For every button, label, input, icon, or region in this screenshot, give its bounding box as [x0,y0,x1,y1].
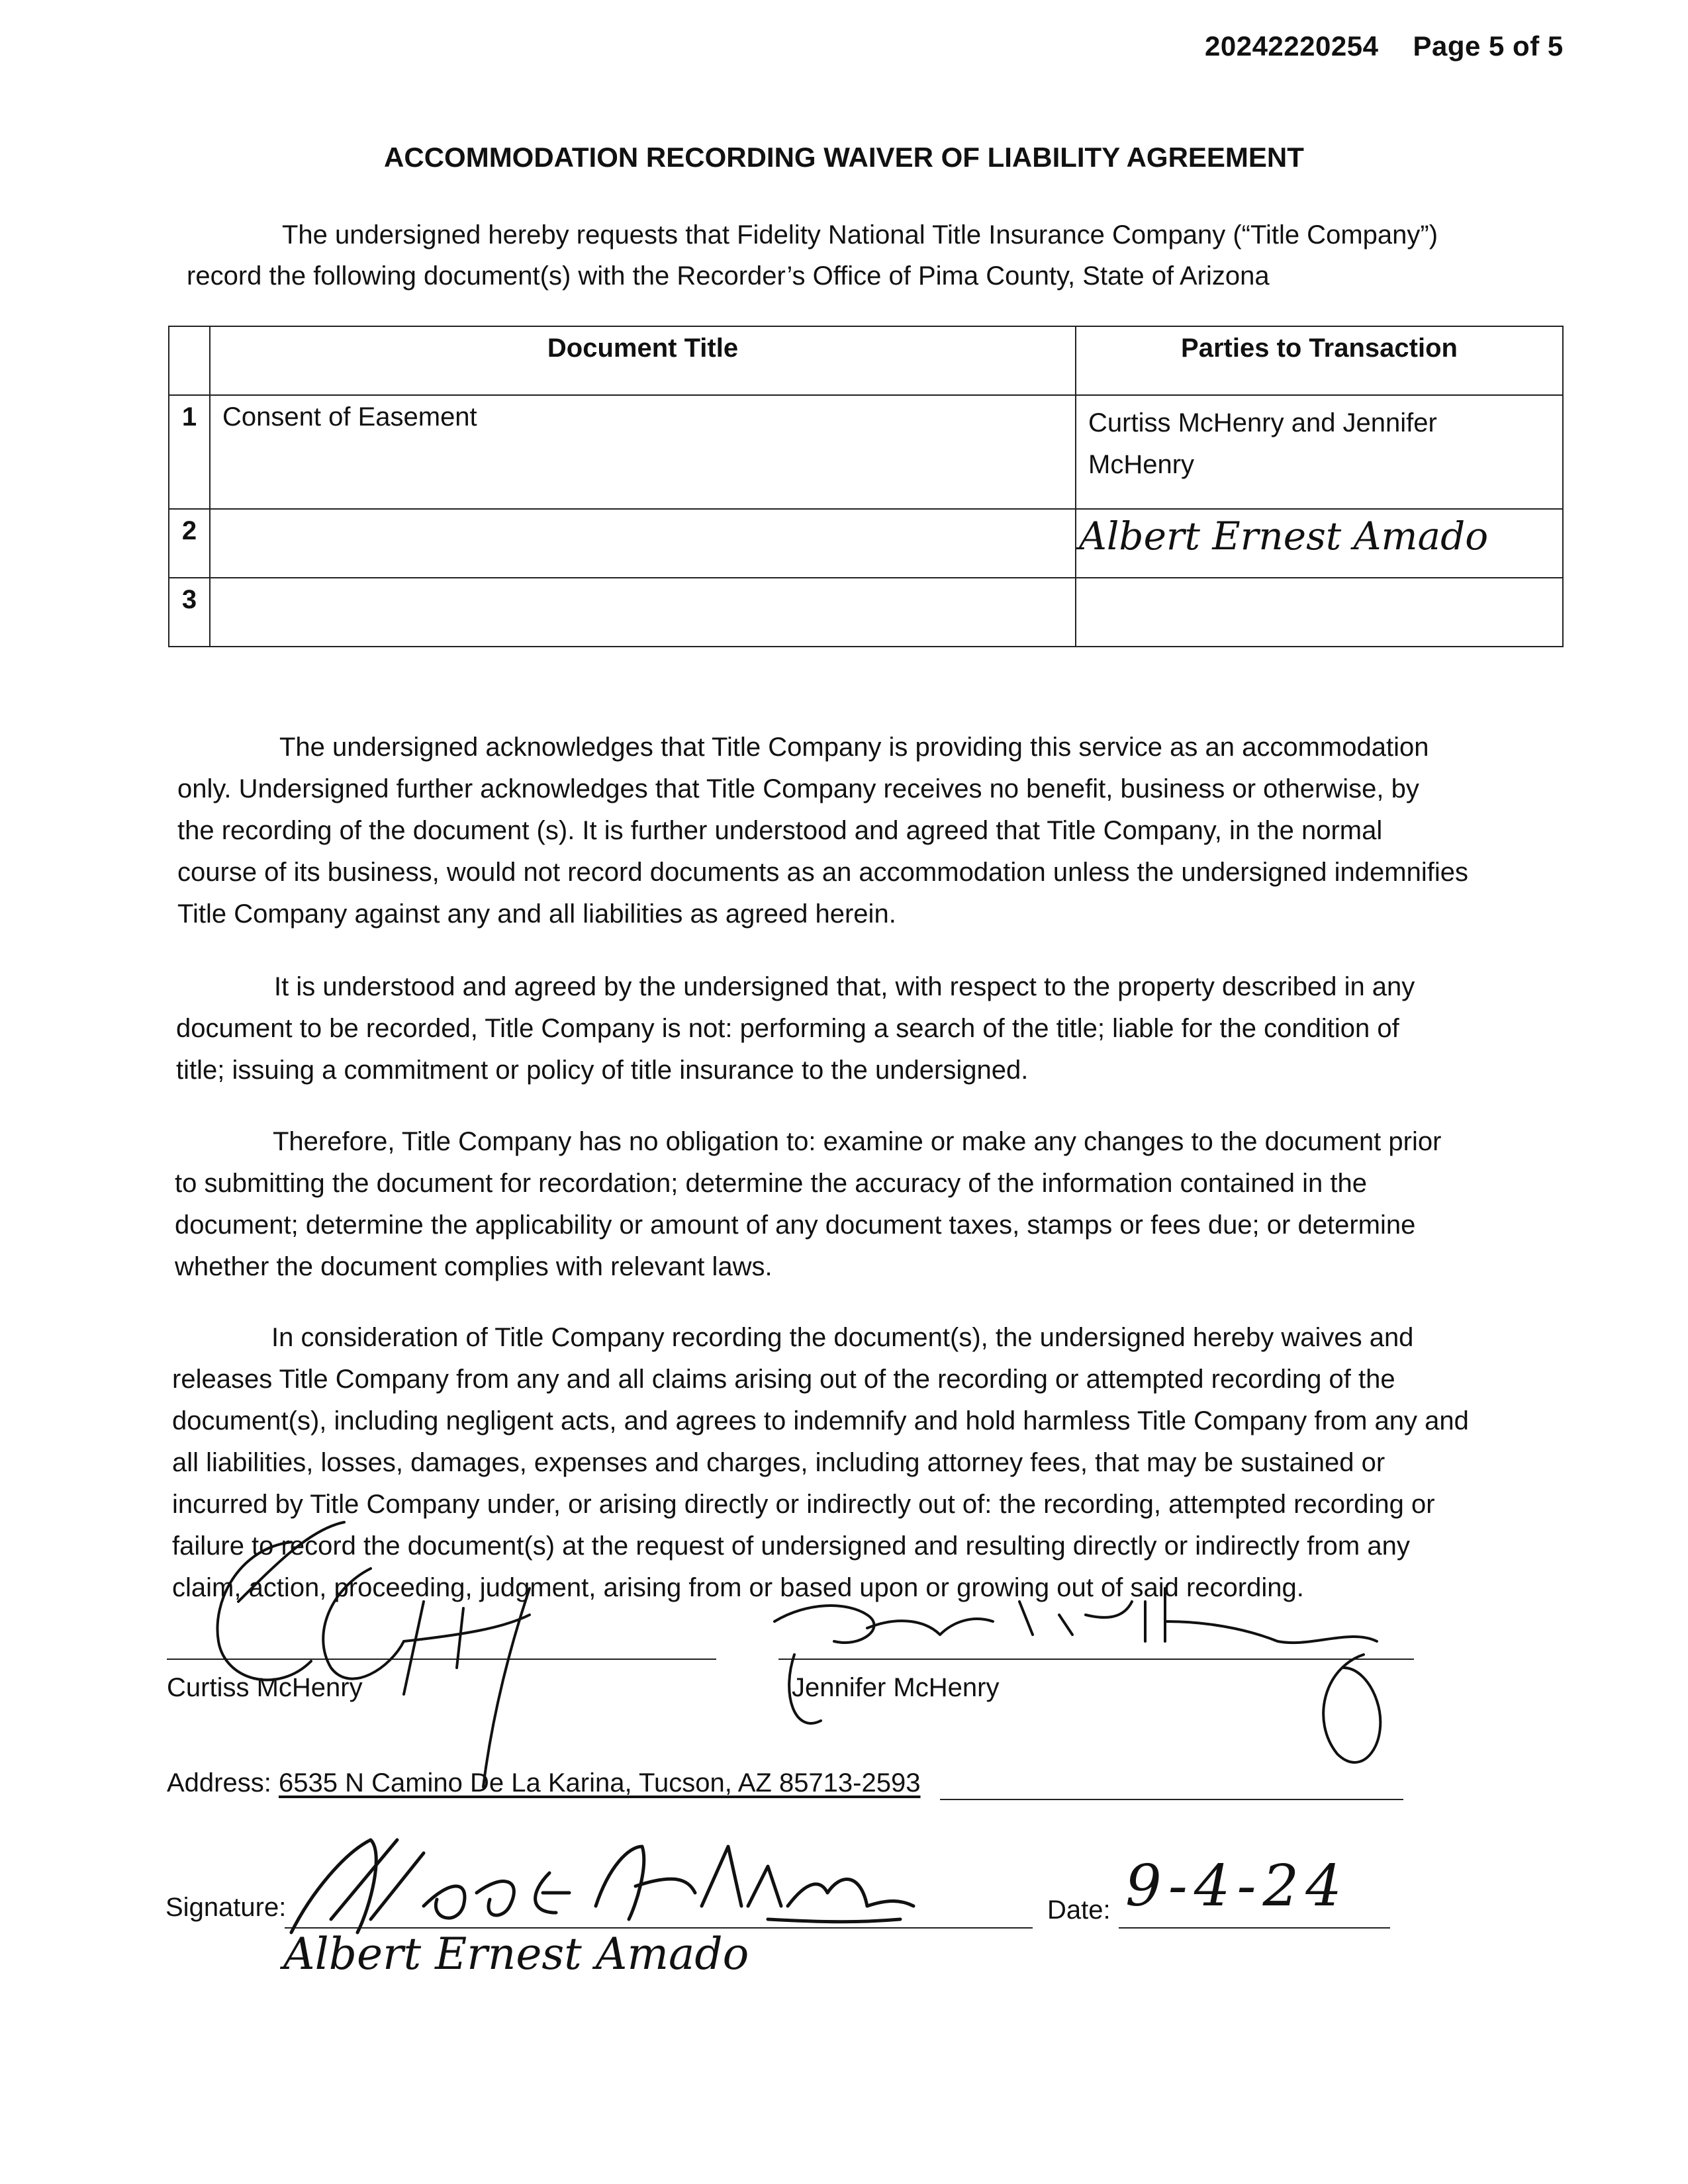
header-document-title: Document Title [210,326,1076,395]
paragraph-line: only. Undersigned further acknowledges that Title Company receives no benefit, business or otherwise, by [177,774,1419,803]
paragraph-line: incurred by Title Company under, or arising directly or indirectly out of: the recording, attempted recording or [172,1490,1435,1519]
paragraph-line: The undersigned acknowledges that Title Company is providing this service as an accommodation [279,733,1429,762]
address-value: 6535 N Camino De La Karina, Tucson, AZ 85713-2593 [278,1768,921,1797]
page-title: ACCOMMODATION RECORDING WAIVER OF LIABILITY AGREEMENT [384,142,1304,173]
parties-line-2: McHenry [1088,450,1195,479]
intro-line-2: record the following document(s) with the Recorder’s Office of Pima County, State of Arizona [187,261,1270,291]
paragraph-line: In consideration of Title Company recording the document(s), the undersigned hereby waives and [271,1323,1414,1352]
document-number: 20242220254 [1205,30,1379,62]
row-number: 2 [169,509,210,578]
handwritten-parties-name: Albert Ernest Amado [1079,514,1489,559]
paragraph-line: failure to record the document(s) at the request of undersigned and resulting directly or indirectly from any [172,1531,1410,1561]
intro-line-1: The undersigned hereby requests that Fidelity National Title Insurance Company (“Title Company”) [282,220,1438,250]
date-label: Date: [1047,1895,1111,1925]
paragraph-line: claim, action, proceeding, judgment, arising from or based upon or growing out of said recording. [172,1573,1304,1602]
signature-albert-amado [291,1840,914,1933]
paragraph-line: document; determine the applicability or amount of any document taxes, stamps or fees due; or determine [175,1210,1416,1240]
parties-line-1: Curtiss McHenry and Jennifer [1088,408,1437,437]
paragraph-line: document(s), including negligent acts, and agrees to indemnify and hold harmless Title Company from any and [172,1406,1469,1435]
paragraph-line: releases Title Company from any and all claims arising out of the recording or attempted recording of the [172,1365,1395,1394]
paragraph-line: Therefore, Title Company has no obligation to: examine or make any changes to the document prior [273,1127,1442,1156]
paragraph-line: document to be recorded, Title Company is not: performing a search of the title; liable for the condition of [176,1014,1399,1043]
row-number: 1 [169,395,210,509]
address-label: Address: [167,1768,271,1797]
paragraph-line: whether the document complies with relevant laws. [175,1252,773,1281]
paragraph-line: title; issuing a commitment or policy of title insurance to the undersigned. [176,1056,1029,1085]
date-value: 9-4-24 [1125,1853,1348,1919]
signature-curtiss-mchenry [217,1522,530,1787]
paragraph-line: to submitting the document for recordation; determine the accuracy of the information contained in the [175,1169,1368,1198]
signature-jennifer-mchenry [774,1588,1380,1762]
printed-name-albert: Albert Ernest Amado [283,1929,749,1979]
paragraph-line: all liabilities, losses, damages, expenses and charges, including attorney fees, that may be sustained or [172,1448,1385,1477]
row-document-title: Consent of Easement [210,395,1076,509]
signature-label: Signature: [165,1893,287,1922]
paragraph-line: the recording of the document (s). It is further understood and agreed that Title Company, in the normal [177,816,1383,845]
paragraph-line: It is understood and agreed by the undersigned that, with respect to the property described in any [274,972,1415,1001]
signer-name-jennifer: Jennifer McHenry [792,1673,1000,1702]
paragraph-line: Title Company against any and all liabilities as agreed herein. [177,899,896,929]
row-number: 3 [169,578,210,647]
paragraph-line: course of its business, would not record documents as an accommodation unless the undersigned indemnifies [177,858,1468,887]
signer-name-curtiss: Curtiss McHenry [167,1673,363,1702]
page-label: Page 5 of 5 [1413,30,1564,62]
header-parties: Parties to Transaction [1076,326,1563,395]
